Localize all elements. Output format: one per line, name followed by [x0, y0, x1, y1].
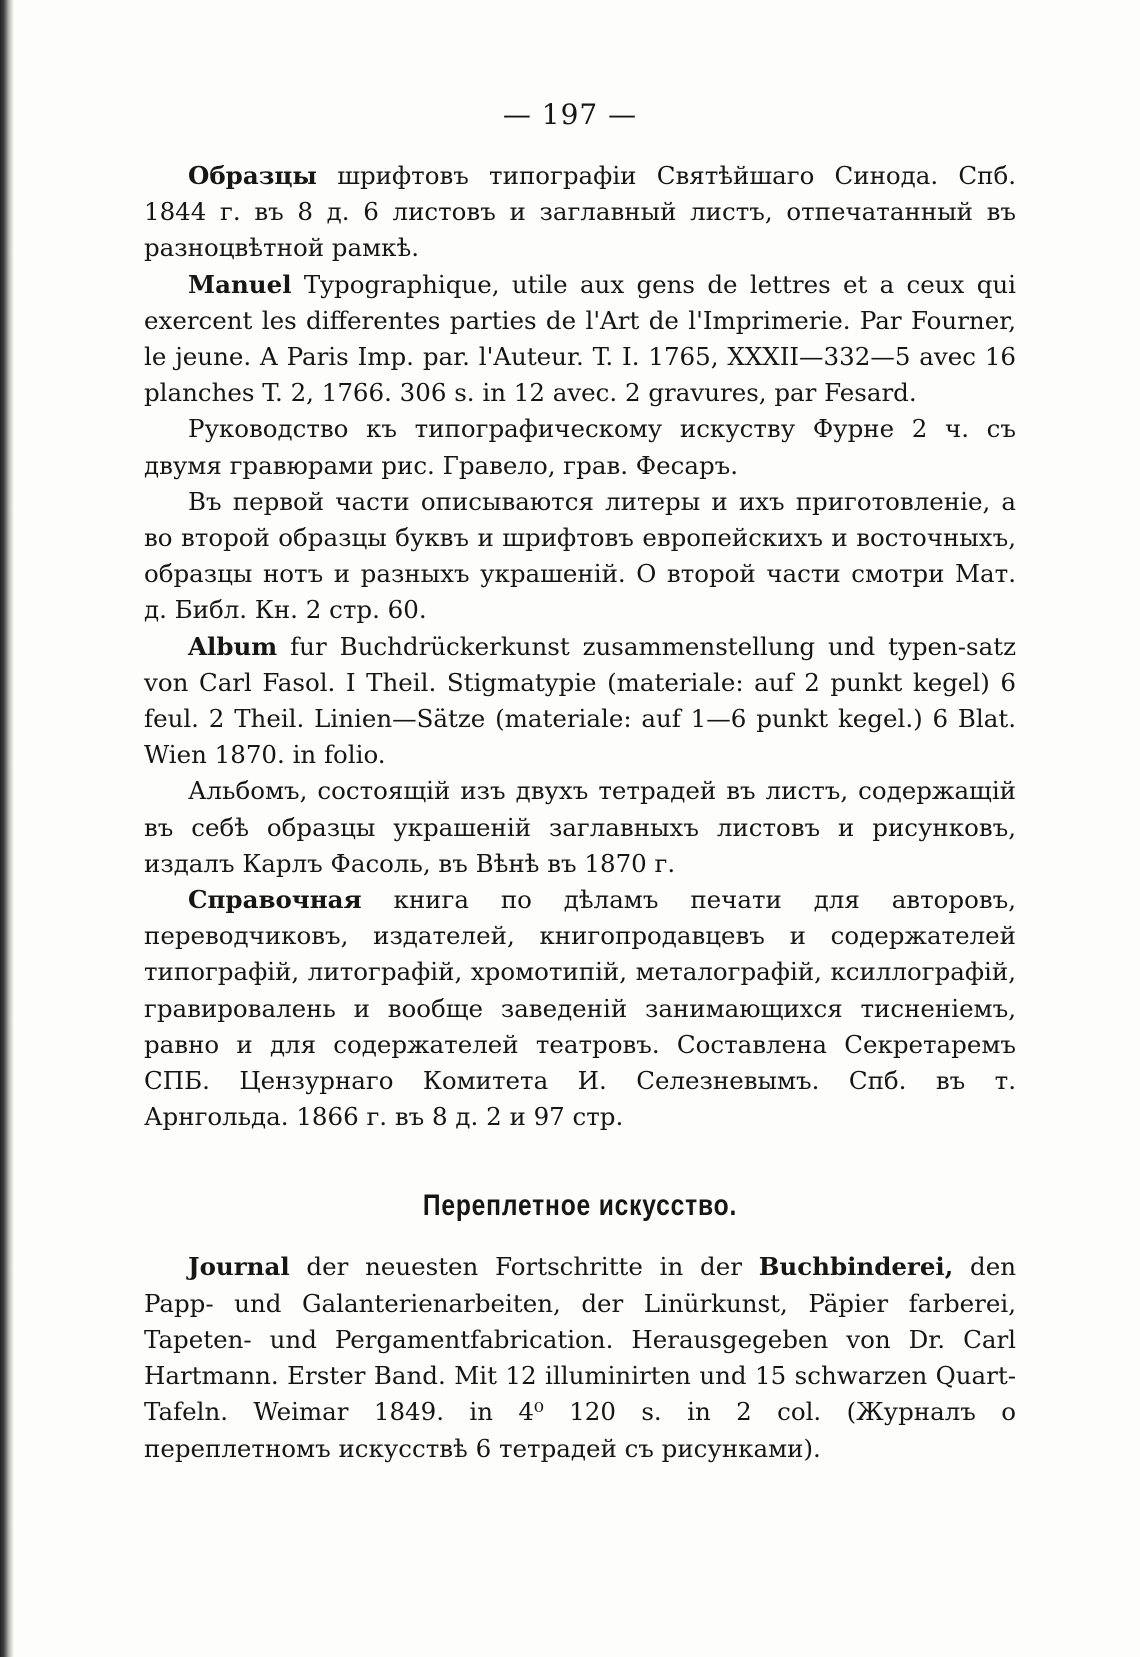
- entry-text: fur Buchdrückerkunst zusammenstellung und typen-satz von Carl Fasol. I Theil. Stigmatypie (materiale: auf 2 punkt kegel) 6 feul. 2 Theil. Linien—Sätze (materiale: auf 1—6 punkt kegel.) 6 Blat. Wien 1870. in folio.: [144, 631, 1016, 770]
- entry-text: книга по дѣламъ печати для авторовъ, переводчиковъ, издателей, книгопродавцевъ и содержателей типографій, литографій, хромотипій, металографій, ксиллографій, гравировалень и вообще заведеній занимающихся тисненіемъ, равно и для содержателей театровъ. Составлена Секретаремъ СПБ. Цензурнаго Комитета И. Селезневымъ. Спб. въ т. Арнгольда. 1866 г. въ 8 д. 2 и 97 стр.: [144, 885, 1016, 1132]
- entry-text: den Papp- und Galanterienarbeiten, der Linürkunst, Päpier farberei, Tapeten- und Pergamentfabrication. Herausgegeben von Dr. Carl Hartmann. Erster Band. Mit 12 illuminirten und 15 schwarzen Quart-Tafeln. Weimar 1849. in 4⁰ 120 s. in 2 col. (Журналъ о переплетномъ искусствѣ 6 тетрадей съ рисунками).: [144, 1252, 1016, 1463]
- entry-spravochnaya: [144, 882, 1016, 1135]
- page-body: [144, 158, 1016, 1467]
- entry-lead-word: Journal: [188, 1252, 290, 1282]
- entry-lead-word: Образцы: [188, 161, 317, 190]
- entry-journal: [144, 1249, 1016, 1466]
- entry-text: Въ первой части описываются литеры и ихъ приготовленіе, а во второй образцы буквъ и шрифтовъ европейскихъ и восточныхъ, образцы нотъ и разныхъ украшеній. О второй части смотри Мат. д. Библ. Кн. 2 стр. 60.: [144, 486, 1016, 625]
- page-number: — 197 —: [502, 98, 638, 131]
- section-gap: [144, 1135, 1016, 1189]
- entry-text: Руководство къ типографическому искуству Фурне 2 ч. съ двумя гравюрами рис. Гравело, грав. Фесаръ.: [144, 414, 1016, 480]
- entry-lead-word: Manuel: [188, 269, 292, 299]
- entry-manuel-typographique: [144, 267, 1016, 412]
- entry-obraztsy: [144, 158, 1016, 267]
- entry-text: Typographique, utile aux gens de lettres et a ceux qui exercent les differentes parties de l'Art de l'Imprimerie. Par Fourner, le jeune. A Paris Imp. par. l'Auteur. T. I. 1765, XXXII—332—5 avec 16 planches T. 2, 1766. 306 s. in 12 avec. 2 gravures, par Fesard.: [144, 269, 1016, 408]
- entry-albom-note: [144, 773, 1016, 882]
- entry-contents-note: [144, 484, 1016, 629]
- entry-rukovodstvo: [144, 411, 1016, 483]
- page-gutter-edge: [0, 0, 14, 1657]
- entry-text: Альбомъ, состоящій изъ двухъ тетрадей въ листъ, содержащій въ себѣ образцы украшеній заглавныхъ листовъ и рисунковъ, издалъ Карлъ Фасоль, въ Вѣнѣ въ 1870 г.: [144, 776, 1016, 878]
- section-gap: [144, 1223, 1016, 1249]
- section-title: Переплетное искусство.: [422, 1189, 738, 1223]
- entry-album: [144, 629, 1016, 774]
- entry-lead-word: Справочная: [188, 885, 362, 915]
- entry-text: der neuesten Fortschritte in der: [289, 1252, 759, 1282]
- entry-bold-term: Buchbinderei,: [758, 1252, 954, 1282]
- entry-lead-word: Album: [188, 631, 278, 661]
- entry-text: шрифтовъ типографіи Святѣйшаго Синода. Спб. 1844 г. въ 8 д. 6 листовъ и заглавный листъ, отпечатанный въ разноцвѣтной рамкѣ.: [144, 161, 1016, 263]
